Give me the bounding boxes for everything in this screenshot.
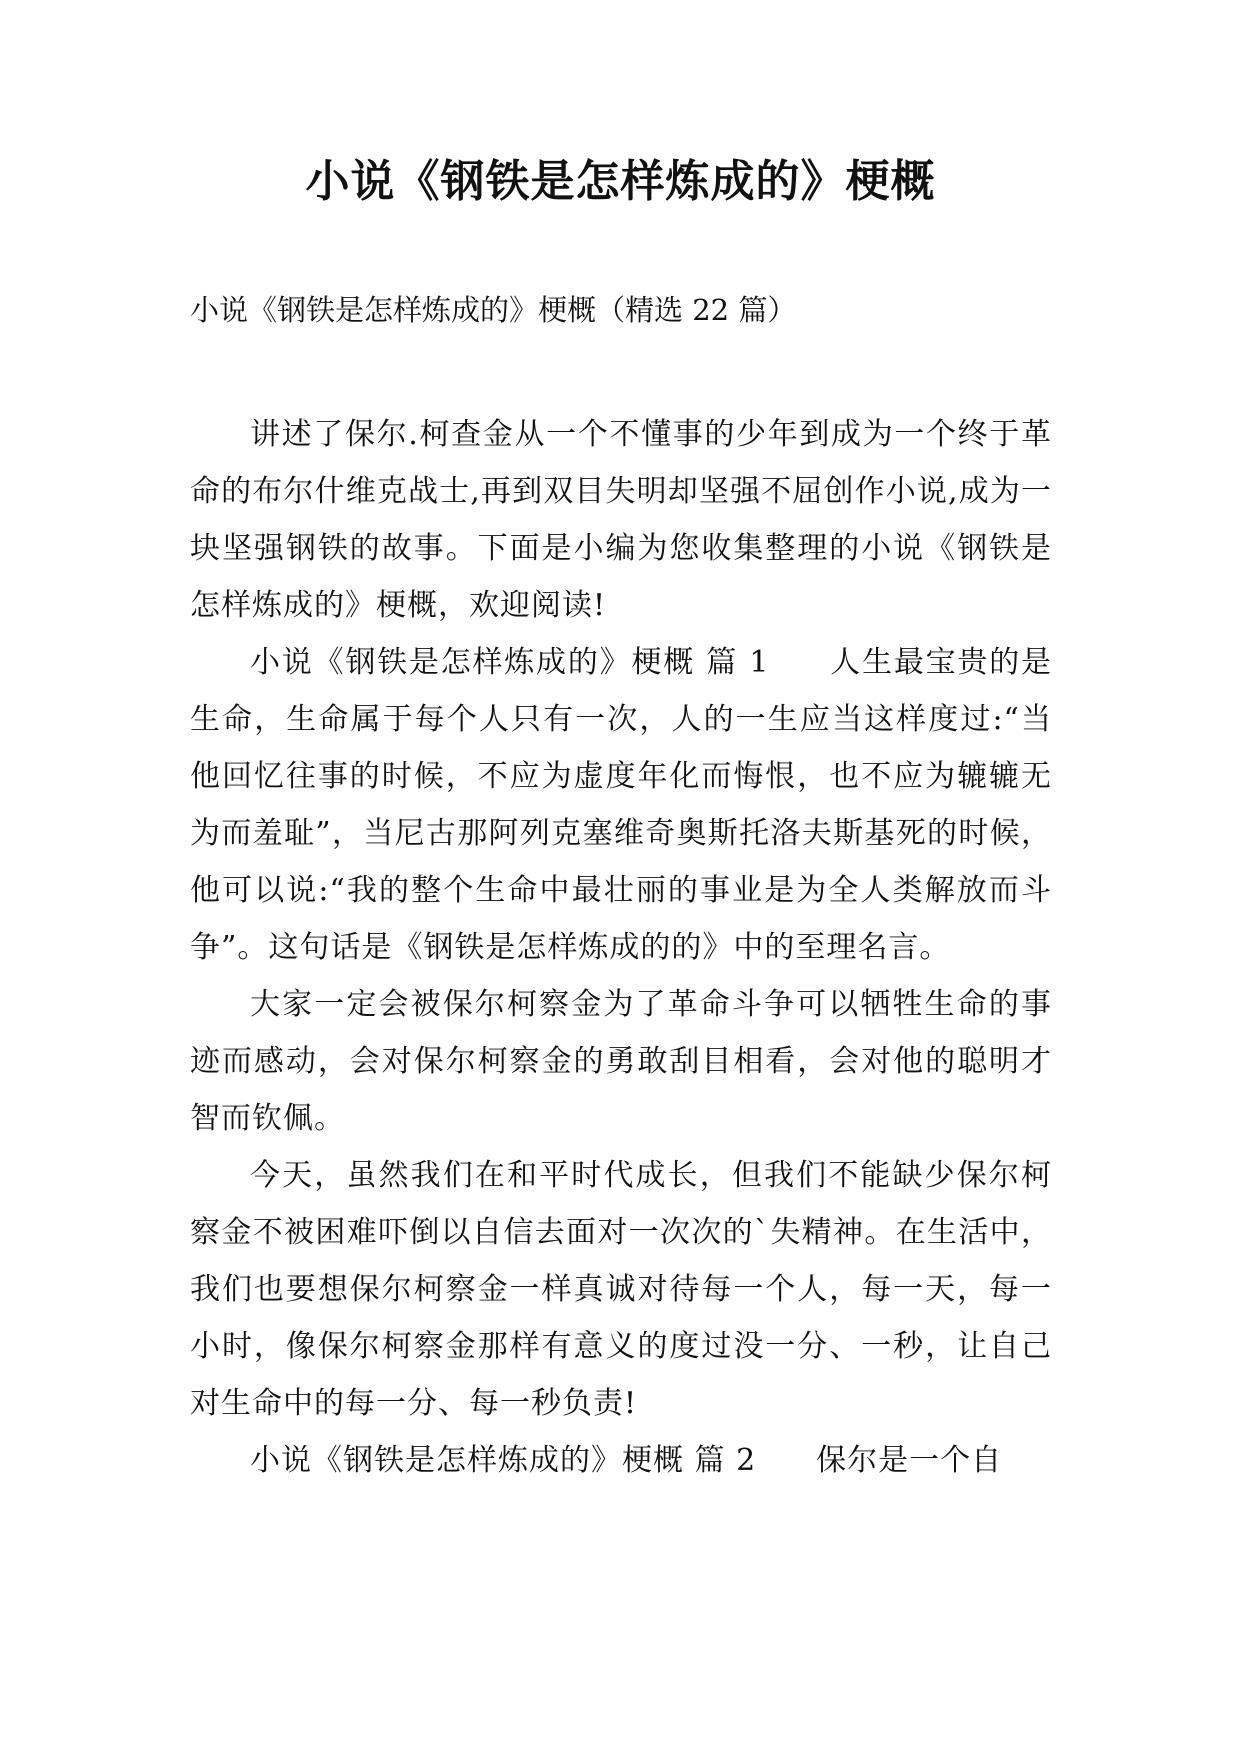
section-2-paragraph — [190, 1432, 1052, 1489]
section-1-paragraph — [190, 634, 1052, 976]
section-1-heading: 小说《钢铁是怎样炼成的》梗概 篇 1 — [250, 645, 770, 680]
document-body — [190, 406, 1052, 1489]
section-1-text: 人生最宝贵的是生命，生命属于每个人只有一次，人的一生应当这样度过:“当他回忆往事的时候，不应为虚度年化而悔恨，也不应为辘辘无为而羞耻”，当尼古那阿列克塞维奇奥斯托洛夫斯基死的时候，他可以说:“我的整个生命中最壮丽的事业是为全人类解放而斗争”。这句话是《钢铁是怎样炼成的的》中的至理名言。 — [190, 645, 1052, 965]
intro-paragraph: 讲述了保尔.柯查金从一个不懂事的少年到成为一个终于革命的布尔什维克战士,再到双目失明却坚强不屈创作小说,成为一块坚强钢铁的故事。下面是小编为您收集整理的小说《钢铁是怎样炼成的》梗概，欢迎阅读! — [190, 417, 1052, 623]
document-subtitle: 小说《钢铁是怎样炼成的》梗概（精选 22 篇） — [190, 293, 797, 327]
paragraph-3: 今天，虽然我们在和平时代成长，但我们不能缺少保尔柯察金不被困难吓倒以自信去面对一次次的`失精神。在生活中，我们也要想保尔柯察金一样真诚对待每一个人，每一天，每一小时，像保尔柯察金那样有意义的度过没一分、一秒，让自己对生命中的每一分、每一秒负责! — [190, 1158, 1052, 1421]
document-title: 小说《钢铁是怎样炼成的》梗概 — [305, 156, 936, 207]
paragraph-2: 大家一定会被保尔柯察金为了革命斗争可以牺牲生命的事迹而感动，会对保尔柯察金的勇敢刮目相看，会对他的聪明才智而钦佩。 — [190, 987, 1052, 1136]
section-2-text: 保尔是一个自 — [816, 1443, 1003, 1478]
section-2-heading: 小说《钢铁是怎样炼成的》梗概 篇 2 — [250, 1443, 757, 1478]
